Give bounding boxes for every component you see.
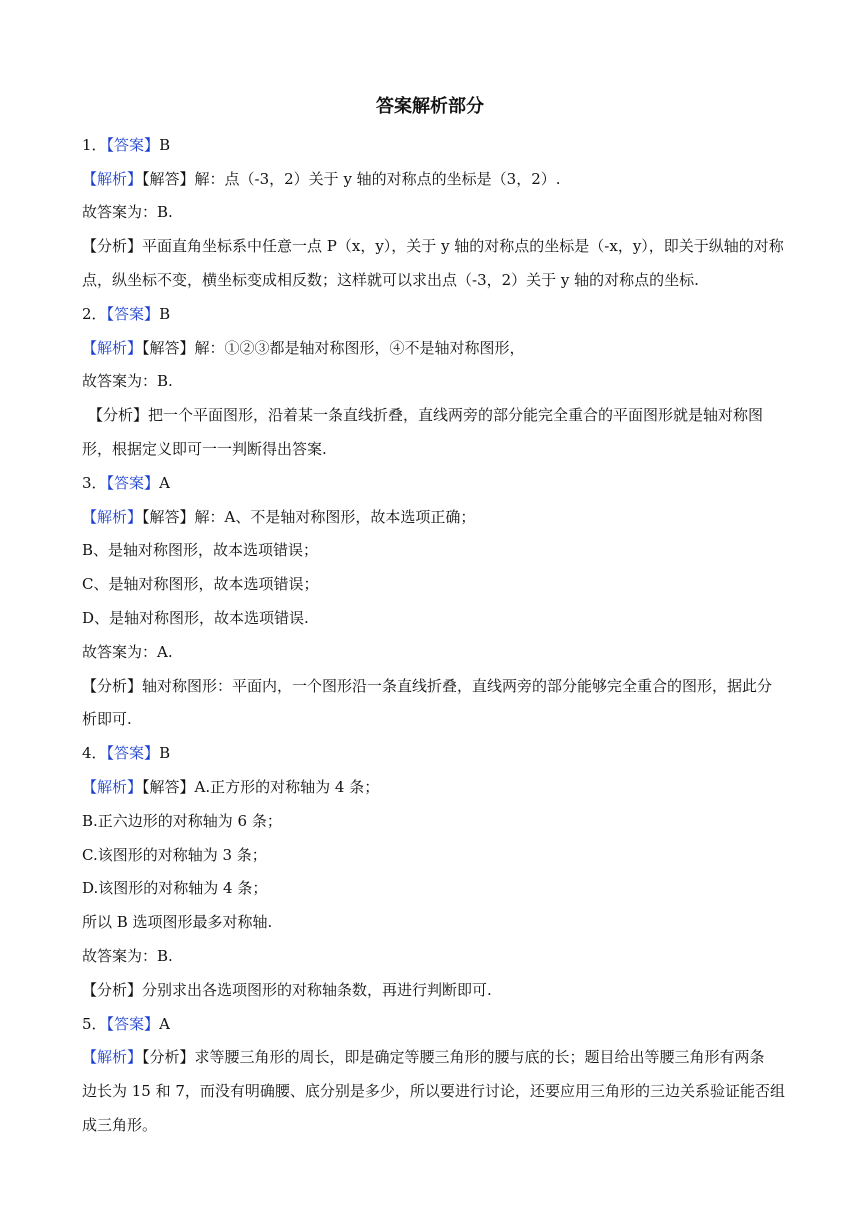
analysis-tag: 【解析】 <box>82 508 143 526</box>
analysis-tag: 【解析】 <box>82 170 143 188</box>
q1-answer-line <box>82 135 812 155</box>
q5-analysis-3: 成三角形。 <box>82 1116 158 1134</box>
q2-answer-line <box>82 304 812 324</box>
q4-number: 4． <box>82 744 107 762</box>
q4-conclusion: 故答案为：B. <box>82 947 173 965</box>
page-title: 答案解析部分 <box>376 96 484 117</box>
analysis-tag: 【解析】 <box>82 778 143 796</box>
answer-tag: 【答案】 <box>106 1015 160 1033</box>
answer-tag: 【答案】 <box>106 136 160 154</box>
q1-solution: 【解答】解：点（-3，2）关于 y 轴的对称点的坐标是（3，2）. <box>142 170 561 188</box>
q4-option-c: C.该图形的对称轴为 3 条； <box>82 846 267 864</box>
q2-conclusion: 故答案为：B. <box>82 372 173 390</box>
q3-analysis-2: 析即可. <box>82 710 132 728</box>
q4-solution-line <box>82 777 812 797</box>
q3-option-d: D、是轴对称图形，故本选项错误. <box>82 609 309 627</box>
q5-number: 5． <box>82 1015 107 1033</box>
q5-answer: A <box>159 1015 170 1033</box>
q1-solution-line <box>82 169 812 189</box>
q2-analysis-1: 【分析】把一个平面图形，沿着某一条直线折叠，直线两旁的部分能完全重合的平面图形就是轴对称图 <box>88 406 764 424</box>
answer-tag: 【答案】 <box>106 305 160 323</box>
q2-answer: B <box>159 305 171 323</box>
q3-answer-line <box>82 473 812 493</box>
q1-analysis-1: 【分析】平面直角坐标系中任意一点 P（x，y），关于 y 轴的对称点的坐标是（-x，y），即关于纵轴的对称 <box>82 237 784 255</box>
q3-conclusion: 故答案为：A. <box>82 643 173 661</box>
q1-analysis-2: 点，纵坐标不变，横坐标变成相反数；这样就可以求出点（-3，2）关于 y 轴的对称点的坐标. <box>82 271 699 289</box>
q3-solution: 【解答】解：A、不是轴对称图形，故本选项正确； <box>142 508 476 526</box>
q2-number: 2． <box>82 305 107 323</box>
q3-analysis-1: 【分析】轴对称图形：平面内，一个图形沿一条直线折叠，直线两旁的部分能够完全重合的图形，据此分 <box>82 677 773 695</box>
q3-option-b: B、是轴对称图形，故本选项错误； <box>82 541 319 559</box>
q5-analysis-line <box>82 1047 812 1067</box>
q5-analysis-1: 【分析】求等腰三角形的周长，即是确定等腰三角形的腰与底的长；题目给出等腰三角形有两条 <box>142 1048 765 1066</box>
q2-solution: 【解答】解：①②③都是轴对称图形，④不是轴对称图形， <box>142 339 525 357</box>
q4-option-d: D.该图形的对称轴为 4 条； <box>82 879 268 897</box>
q4-answer: B <box>159 744 171 762</box>
q5-answer-line <box>82 1014 812 1034</box>
q2-solution-line <box>82 338 812 358</box>
q4-analysis: 【分析】分别求出各选项图形的对称轴条数，再进行判断即可. <box>82 981 492 999</box>
analysis-tag: 【解析】 <box>82 1048 143 1066</box>
q4-answer-line <box>82 743 812 763</box>
q4-option-b: B.正六边形的对称轴为 6 条； <box>82 812 282 830</box>
analysis-tag: 【解析】 <box>82 339 143 357</box>
q4-summary: 所以 B 选项图形最多对称轴. <box>82 913 273 931</box>
answer-tag: 【答案】 <box>106 744 160 762</box>
q2-analysis-2: 形，根据定义即可一一判断得出答案. <box>82 440 327 458</box>
q4-solution: 【解答】A.正方形的对称轴为 4 条； <box>142 778 380 796</box>
q3-option-c: C、是轴对称图形，故本选项错误； <box>82 575 319 593</box>
answer-tag: 【答案】 <box>106 474 160 492</box>
q1-number: 1． <box>82 136 107 154</box>
q3-solution-line <box>82 507 812 527</box>
q1-answer: B <box>159 136 171 154</box>
q1-conclusion: 故答案为：B. <box>82 203 173 221</box>
q5-analysis-2: 边长为 15 和 7，而没有明确腰、底分别是多少，所以要进行讨论，还要应用三角形的三边关系验证能否组 <box>82 1082 785 1100</box>
q3-number: 3． <box>82 474 107 492</box>
q3-answer: A <box>159 474 170 492</box>
